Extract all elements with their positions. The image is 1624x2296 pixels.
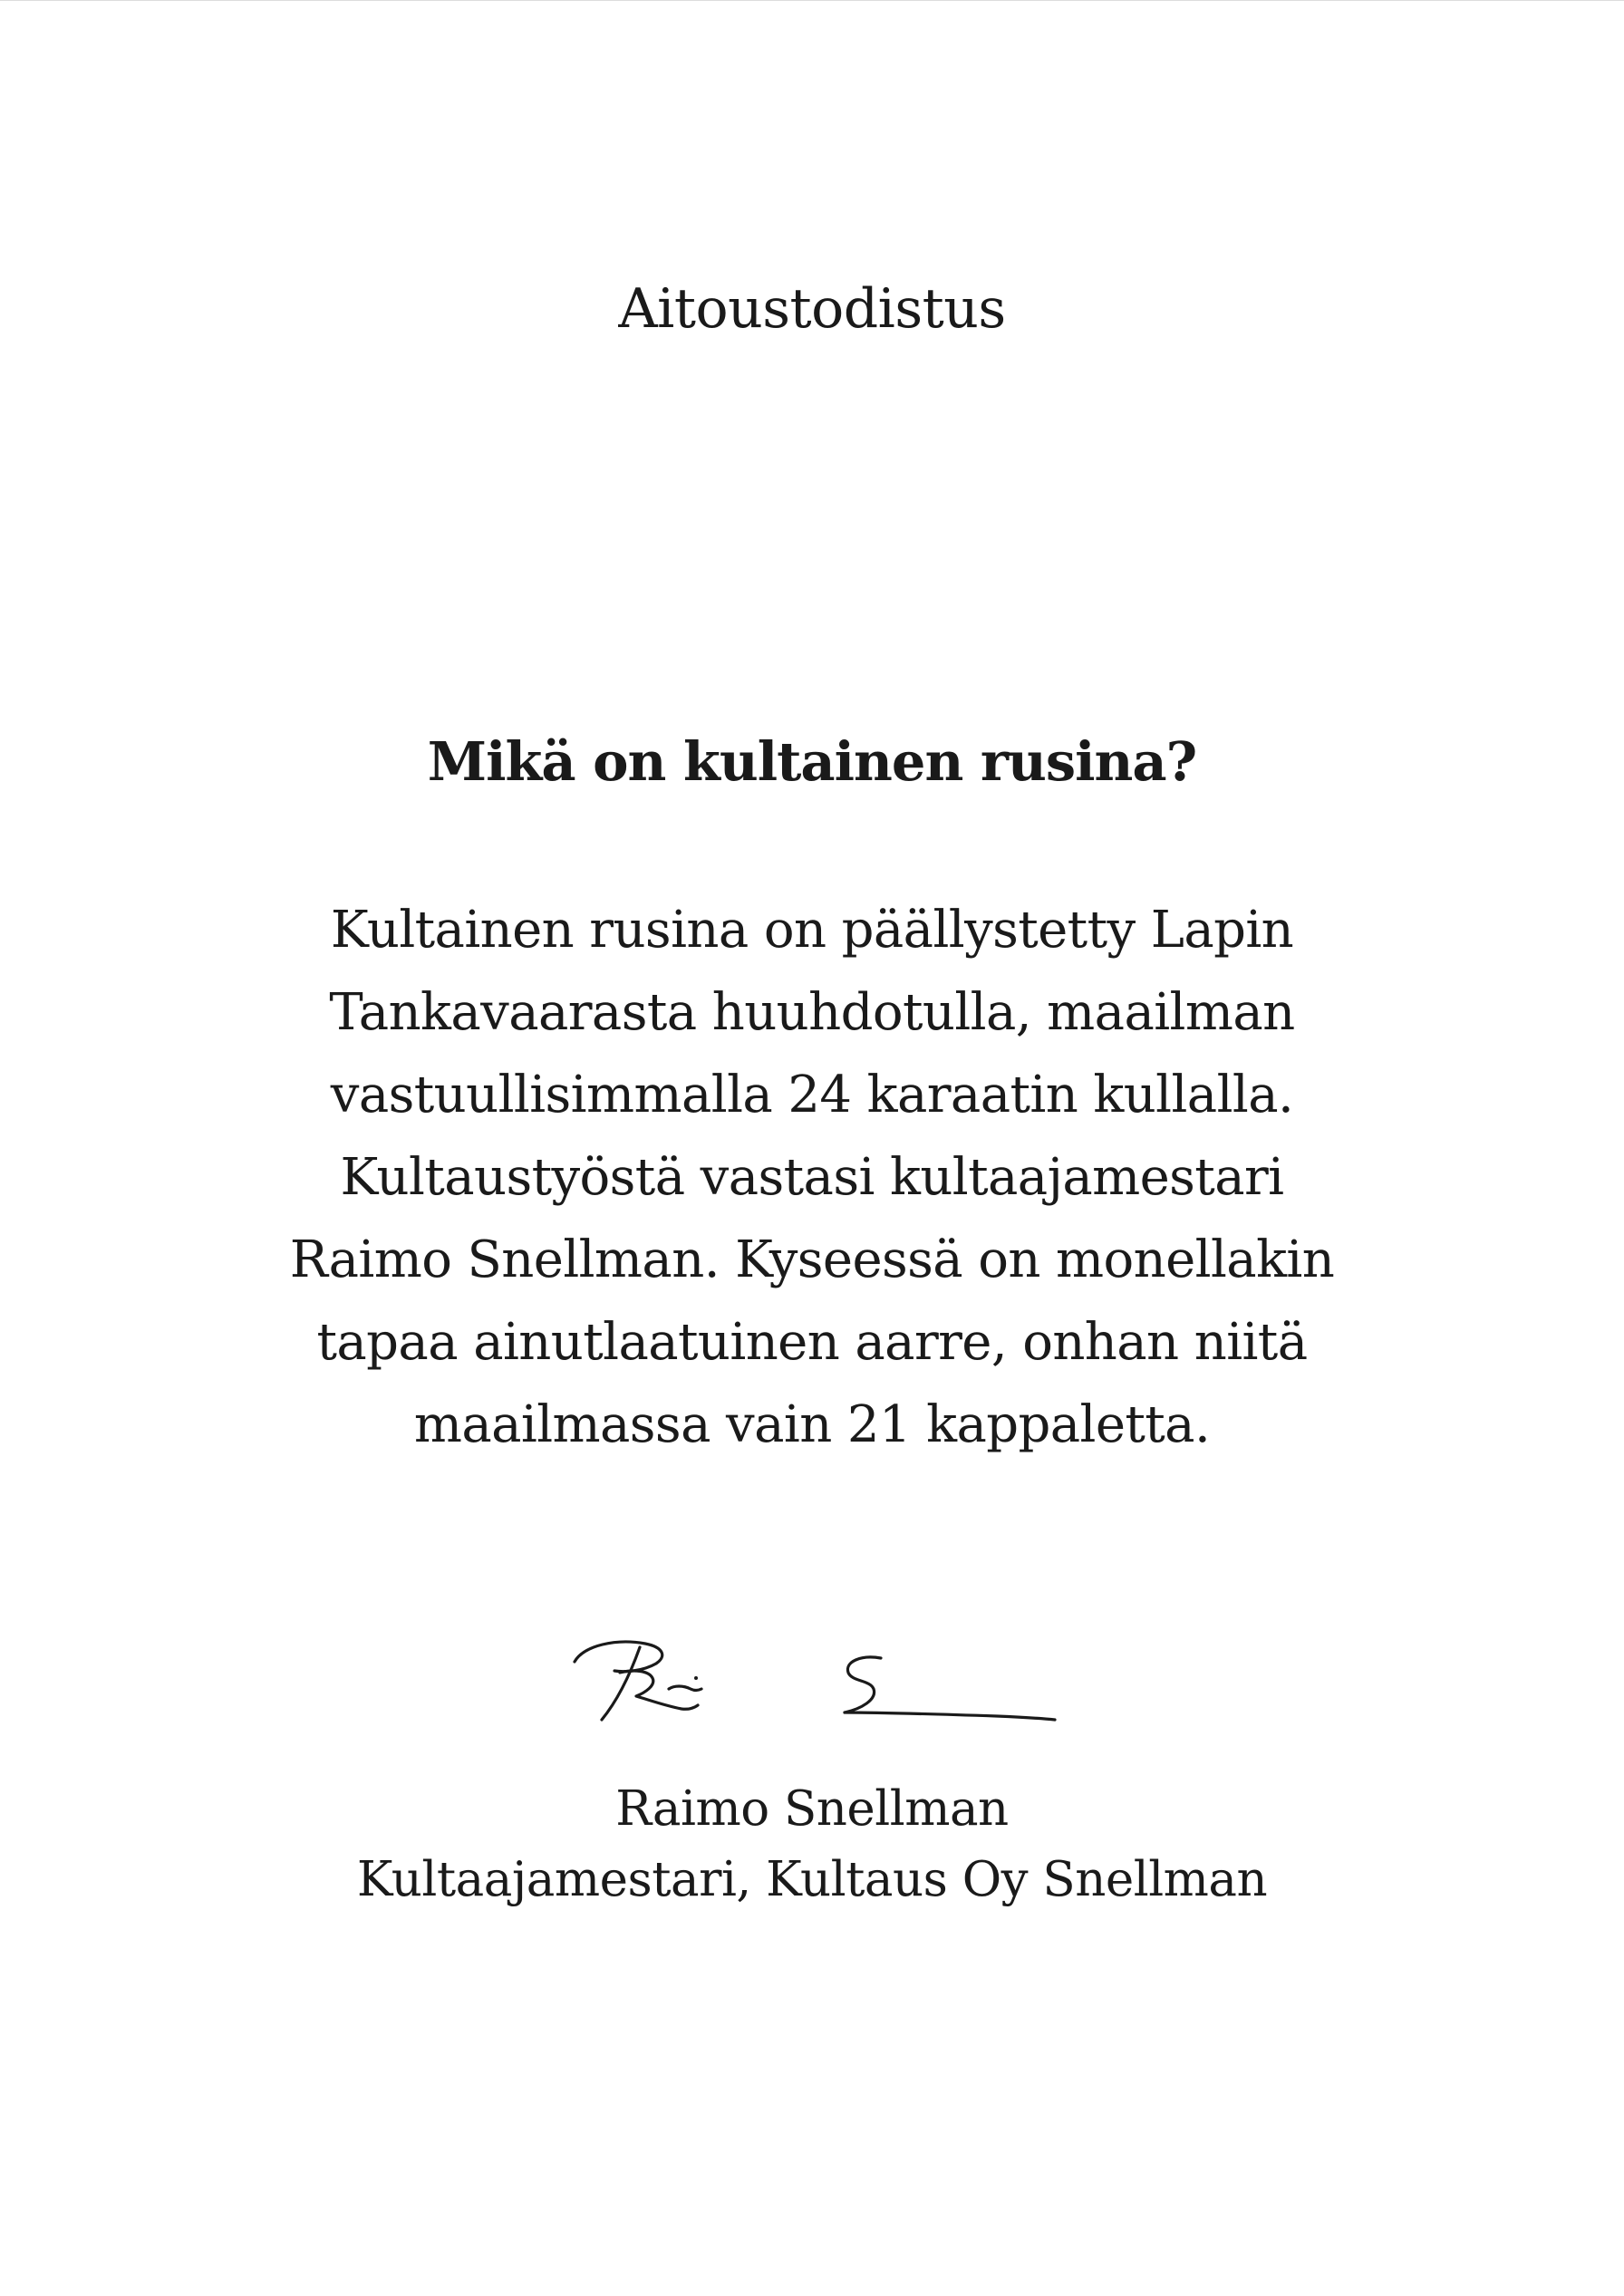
body-line: Kultainen rusina on päällystetty Lapin — [330, 901, 1294, 960]
body-line: Tankavaarasta huuhdotulla, maailman — [329, 983, 1295, 1042]
body-paragraph — [132, 889, 1492, 1466]
section-heading: Mikä on kultainen rusina? — [427, 730, 1197, 793]
body-line: tapaa ainutlaatuinen aarre, onhan niitä — [316, 1313, 1308, 1372]
body-line: maailmassa vain 21 kappaletta. — [413, 1395, 1211, 1454]
document-title: Aitoustodistus — [618, 277, 1006, 341]
signer-title: Kultaajamestari, Kultaus Oy Snellman — [356, 1852, 1268, 1907]
handwritten-signature-icon — [562, 1618, 1069, 1736]
body-line: vastuullisimmalla 24 karaatin kullalla. — [330, 1066, 1294, 1124]
body-line: Kultaustyöstä vastasi kultaajamestari — [340, 1148, 1284, 1207]
body-line: Raimo Snellman. Kyseessä on monellakin — [289, 1230, 1335, 1289]
signer-name: Raimo Snellman — [615, 1781, 1009, 1837]
